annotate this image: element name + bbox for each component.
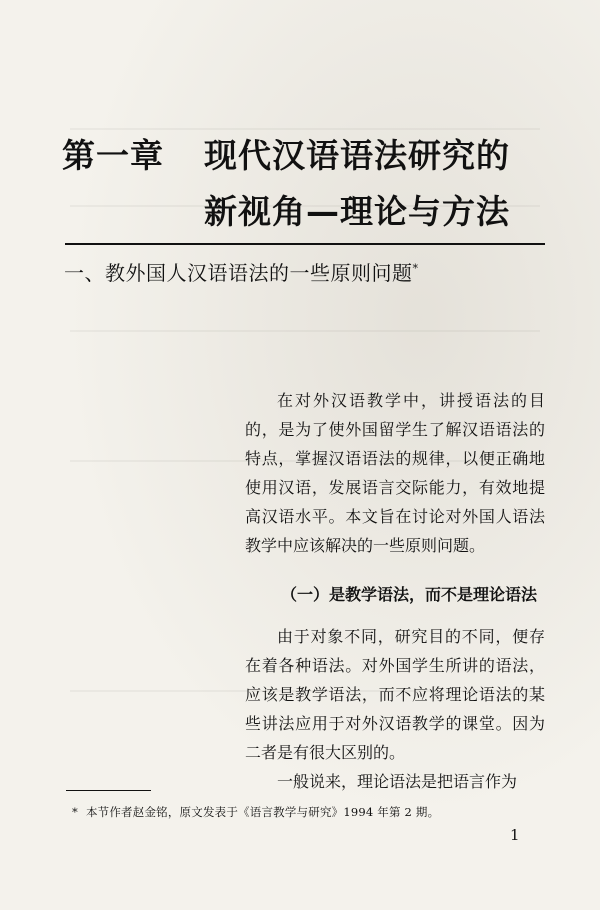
footnote-divider xyxy=(66,790,151,791)
intro-text xyxy=(245,386,545,560)
footnote-marker: * xyxy=(72,805,78,819)
footnote-text: 本节作者赵金铭，原文发表于《语言教学与研究》1994 年第 2 期。 xyxy=(85,805,440,819)
bleed-through-line xyxy=(70,330,540,332)
chapter-divider xyxy=(65,243,545,245)
subsection-heading: （一）是教学语法，而不是理论语法 xyxy=(281,585,538,604)
page-number: 1 xyxy=(510,826,520,844)
chapter-heading xyxy=(62,135,552,233)
chapter-title-line1: 现代汉语语法研究的 xyxy=(204,136,510,175)
bleed-through-line xyxy=(70,128,540,130)
chapter-title-line2: 新视角—理论与方法 xyxy=(204,192,510,231)
chapter-number: 第一章 xyxy=(62,136,164,175)
body-paragraph: 由于对象不同，研究目的不同，便存在着各种语法。对外国学生所讲的语法，应该是教学语法，而不应将理论语法的某些讲法应用于对外汉语教学的课堂。因为二者是有很大区别的。 xyxy=(245,627,545,762)
footnote xyxy=(72,803,439,821)
section-title-text: 一、教外国人汉语语法的一些原则问题 xyxy=(64,261,413,285)
body-text xyxy=(245,622,545,796)
body-paragraph: 一般说来，理论语法是把语言作为 xyxy=(277,772,518,791)
footnote-reference: * xyxy=(412,262,419,275)
section-title xyxy=(64,253,419,293)
intro-paragraph: 在对外汉语教学中，讲授语法的目的，是为了使外国留学生了解汉语语法的特点，掌握汉语语法的规律，以便正确地使用汉语，发展语言交际能力，有效地提高汉语水平。本文旨在讨论对外国人语法教学中应该解决的一些原则问题。 xyxy=(245,391,545,555)
